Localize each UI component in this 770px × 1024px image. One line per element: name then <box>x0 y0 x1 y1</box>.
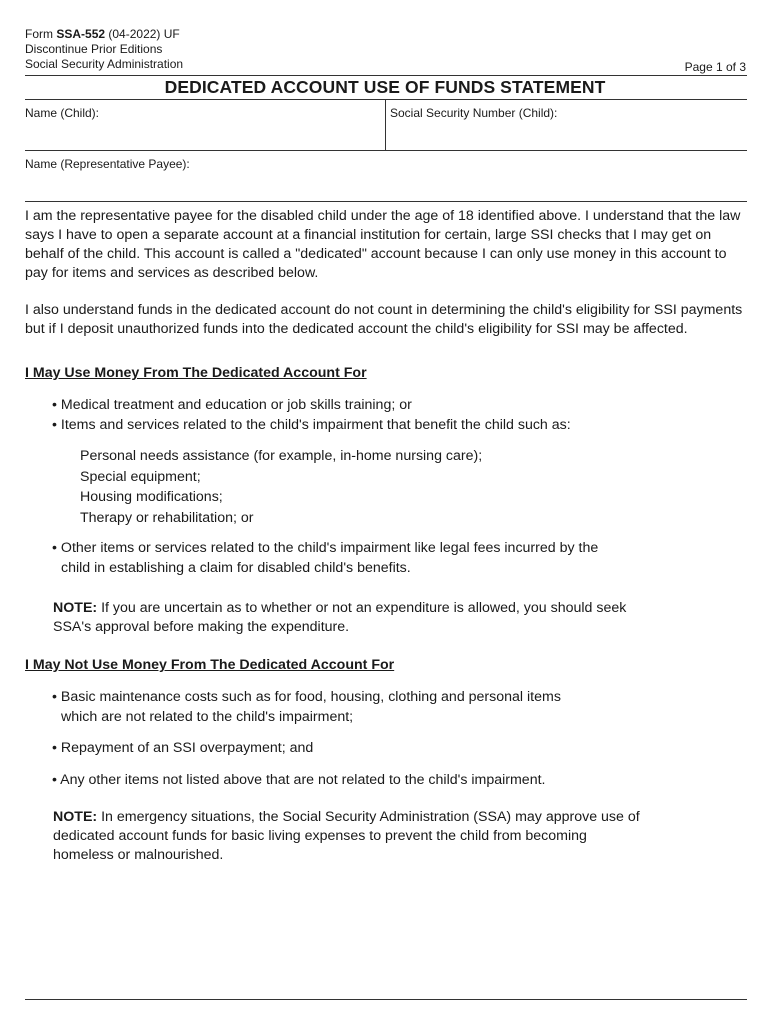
note-text: In emergency situations, the Social Security Administration (SSA) may approve use of dedicated account funds for basic living expenses to prevent the child from becoming homeless or malnourished. <box>53 809 640 863</box>
intro-paragraph <box>25 207 750 283</box>
header-divider <box>25 75 747 76</box>
list-item: • Items and services related to the child's impairment that benefit the child such as: <box>52 416 571 433</box>
may-not-use-list-3 <box>52 771 545 791</box>
note-text: If you are uncertain as to whether or not an expenditure is allowed, you should seek SSA's approval before making the expenditure. <box>53 600 627 635</box>
may-not-use-list-2 <box>52 739 313 759</box>
child-ssn-label: Social Security Number (Child): <box>390 106 558 120</box>
may-use-list-other <box>52 539 598 578</box>
form-number: SSA-552 <box>56 27 106 41</box>
form-title: DEDICATED ACCOUNT USE OF FUNDS STATEMENT <box>164 77 606 97</box>
eligibility-paragraph <box>25 301 750 339</box>
may-use-list <box>52 396 571 435</box>
eligibility-text: I also understand funds in the dedicated account do not count in determining the child's eligibility for SSI payments but if I deposit unauthorized funds into the dedicated account the child's eligibility for SSI may be affected. <box>25 302 743 337</box>
may-use-sublist <box>80 446 482 528</box>
title-divider <box>25 99 747 100</box>
list-item: Personal needs assistance (for example, in-home nursing care); <box>80 448 483 464</box>
may-not-use-list <box>52 688 561 727</box>
page-number: Page 1 of 3 <box>684 60 746 74</box>
payee-name-label: Name (Representative Payee): <box>25 157 190 171</box>
list-item: • Basic maintenance costs such as for food, housing, clothing and personal items which are not related to the child's impairment; <box>52 689 561 725</box>
list-item: • Medical treatment and education or job skills training; or <box>52 397 412 413</box>
list-item: Special equipment; <box>80 468 201 485</box>
may-use-heading: I May Use Money From The Dedicated Account For <box>25 365 367 381</box>
list-item: • Repayment of an SSI overpayment; and <box>52 740 314 756</box>
footer-divider <box>25 999 747 1000</box>
may-use-note <box>53 599 643 637</box>
list-item: • Any other items not listed above that are not related to the child's impairment. <box>52 772 546 788</box>
may-not-use-note <box>53 808 643 865</box>
intro-text: I am the representative payee for the disabled child under the age of 18 identified above. I understand that the law says I have to open a separate account at a financial institution for certain, large SSI checks that I may get on behalf of the child. This account is called a "dedicated" account because I can only use money in this account to pay for items and services as described below. <box>25 208 741 281</box>
payee-field-bottom <box>25 201 747 202</box>
note-label: NOTE: <box>53 809 98 825</box>
list-item: • Other items or services related to the child's impairment like legal fees incurred by the child in establishing a claim for disabled child's benefits. <box>52 540 599 576</box>
form-id: Form SSA-552 (04-2022) UF <box>25 27 180 41</box>
list-item: Housing modifications; <box>80 489 223 505</box>
agency-name: Social Security Administration <box>25 57 184 71</box>
field-divider <box>385 99 386 151</box>
child-field-bottom <box>25 150 747 151</box>
may-not-use-heading: I May Not Use Money From The Dedicated Account For <box>25 657 395 673</box>
list-item: Therapy or rehabilitation; or <box>80 509 254 526</box>
note-label: NOTE: <box>53 600 98 616</box>
form-header <box>25 27 183 72</box>
child-name-label: Name (Child): <box>25 106 100 120</box>
discontinue-note: Discontinue Prior Editions <box>25 42 163 56</box>
